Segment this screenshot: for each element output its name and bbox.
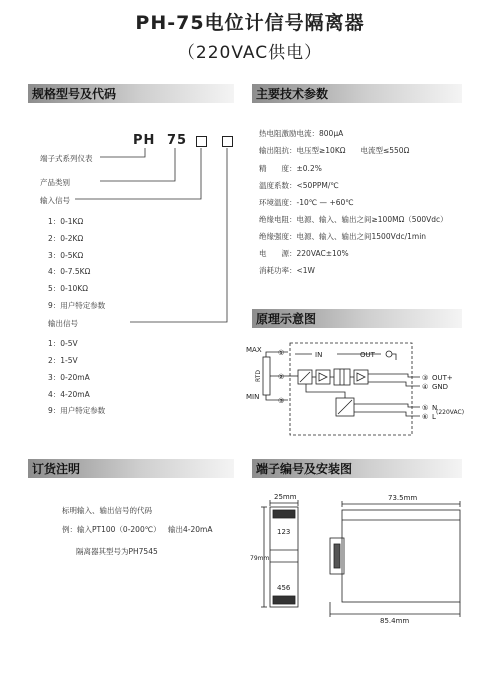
label-in: IN	[315, 351, 323, 359]
side-view-body	[342, 510, 460, 602]
output-option: 1：0-5V	[48, 339, 78, 348]
input-option: 4：0-7.5KΩ	[48, 267, 91, 276]
order-note-line2a: 例：输入PT100（0-200℃）	[62, 525, 161, 534]
label-rtd: RTD	[255, 369, 262, 382]
terminal-1-mark: ①	[278, 349, 285, 357]
label-l: L	[432, 413, 436, 421]
spec-item: 温度系数：<50PPM/℃	[259, 181, 339, 190]
label-input: 输入信号	[40, 196, 70, 205]
page-subtitle: （220VAC供电）	[177, 43, 323, 63]
dim-width-85-4: 85.4mm	[380, 617, 410, 625]
order-note-line1: 标明输入、输出信号的代码	[62, 506, 152, 515]
label-output: 输出信号	[48, 319, 78, 328]
input-option: 5：0-10KΩ	[48, 284, 88, 293]
model-number: 75	[167, 133, 188, 148]
top-terminal-strip	[273, 510, 295, 518]
output-option: 2：1-5V	[48, 356, 78, 365]
isolation-transformer-block	[334, 369, 350, 385]
input-option: 3：0-5KΩ	[48, 251, 84, 260]
label-min: MIN	[246, 393, 260, 401]
input-option: 9：用户特定参数	[48, 301, 106, 310]
principle-diagram	[240, 340, 465, 440]
spec-item: 热电阻激励电流：800μA	[259, 129, 344, 138]
label-power: (220VAC)	[436, 409, 465, 416]
spec-item: 绝缘电阻：电源、输入、输出之间≥100MΩ（500Vdc）	[259, 215, 448, 224]
label-out: OUT	[360, 351, 375, 359]
label-series: 端子式系列仪表	[40, 154, 93, 163]
terminal-3-out-mark: ③	[422, 374, 429, 382]
terminal-2-mark: ②	[278, 373, 285, 381]
section-title-order: 订货注明	[32, 462, 81, 476]
section-title-terminal: 端子编号及安装图	[256, 462, 353, 476]
out-terminal-circle	[386, 351, 392, 357]
spec-item: 环境温度：-10℃ — +60℃	[259, 198, 354, 207]
order-note-line3: 隔离器其型号为PH7545	[76, 547, 158, 556]
section-title-specs: 主要技术参数	[256, 87, 329, 101]
spec-item: 输出阻抗：电压型≥10KΩ 电流型≤550Ω	[259, 146, 410, 155]
rtd-resistor	[263, 357, 270, 395]
dim-width-25: 25mm	[274, 493, 297, 501]
dim-height-79: 79mm	[250, 555, 270, 562]
top-terminal-numbers: 123	[277, 528, 291, 536]
input-option: 1：0-1KΩ	[48, 217, 84, 226]
input-option: 2：0-2KΩ	[48, 234, 84, 243]
page-title: PH-75电位计信号隔离器	[135, 12, 365, 34]
terminal-3-mark: ③	[278, 397, 285, 405]
section-title-diagram: 原理示意图	[256, 312, 317, 326]
installation-drawing	[250, 490, 470, 625]
bottom-terminal-strip	[273, 596, 295, 604]
amplifier-block	[316, 370, 330, 384]
label-out-plus: OUT+	[432, 374, 453, 382]
section-title-model: 规格型号及代码	[32, 87, 117, 101]
spec-item: 电 源：220VAC±10%	[259, 249, 349, 258]
label-max: MAX	[246, 346, 262, 354]
terminal-5-mark: ⑤	[422, 404, 429, 412]
isolation-frame	[290, 343, 412, 435]
front-view-body	[270, 507, 298, 607]
label-category: 产品类别	[40, 178, 70, 187]
label-n: N	[432, 404, 438, 412]
label-gnd: GND	[432, 383, 449, 391]
output-option: 4：4-20mA	[48, 390, 90, 399]
model-prefix: PH	[133, 133, 156, 148]
bottom-terminal-numbers: 456	[277, 584, 291, 592]
dim-width-73-5: 73.5mm	[388, 494, 418, 502]
terminal-6-mark: ⑥	[422, 413, 429, 421]
terminal-4-mark: ④	[422, 383, 429, 391]
output-option: 3：0-20mA	[48, 373, 90, 382]
spec-item: 消耗功率：<1W	[259, 266, 315, 275]
order-note-line2b: 输出4-20mA	[168, 525, 213, 534]
spec-item: 精 度：±0.2%	[259, 164, 322, 173]
output-option: 9：用户特定参数	[48, 406, 106, 415]
output-stage-block	[354, 370, 368, 384]
spec-item: 绝缘强度：电源、输入、输出之间1500Vdc/1min	[259, 232, 427, 241]
